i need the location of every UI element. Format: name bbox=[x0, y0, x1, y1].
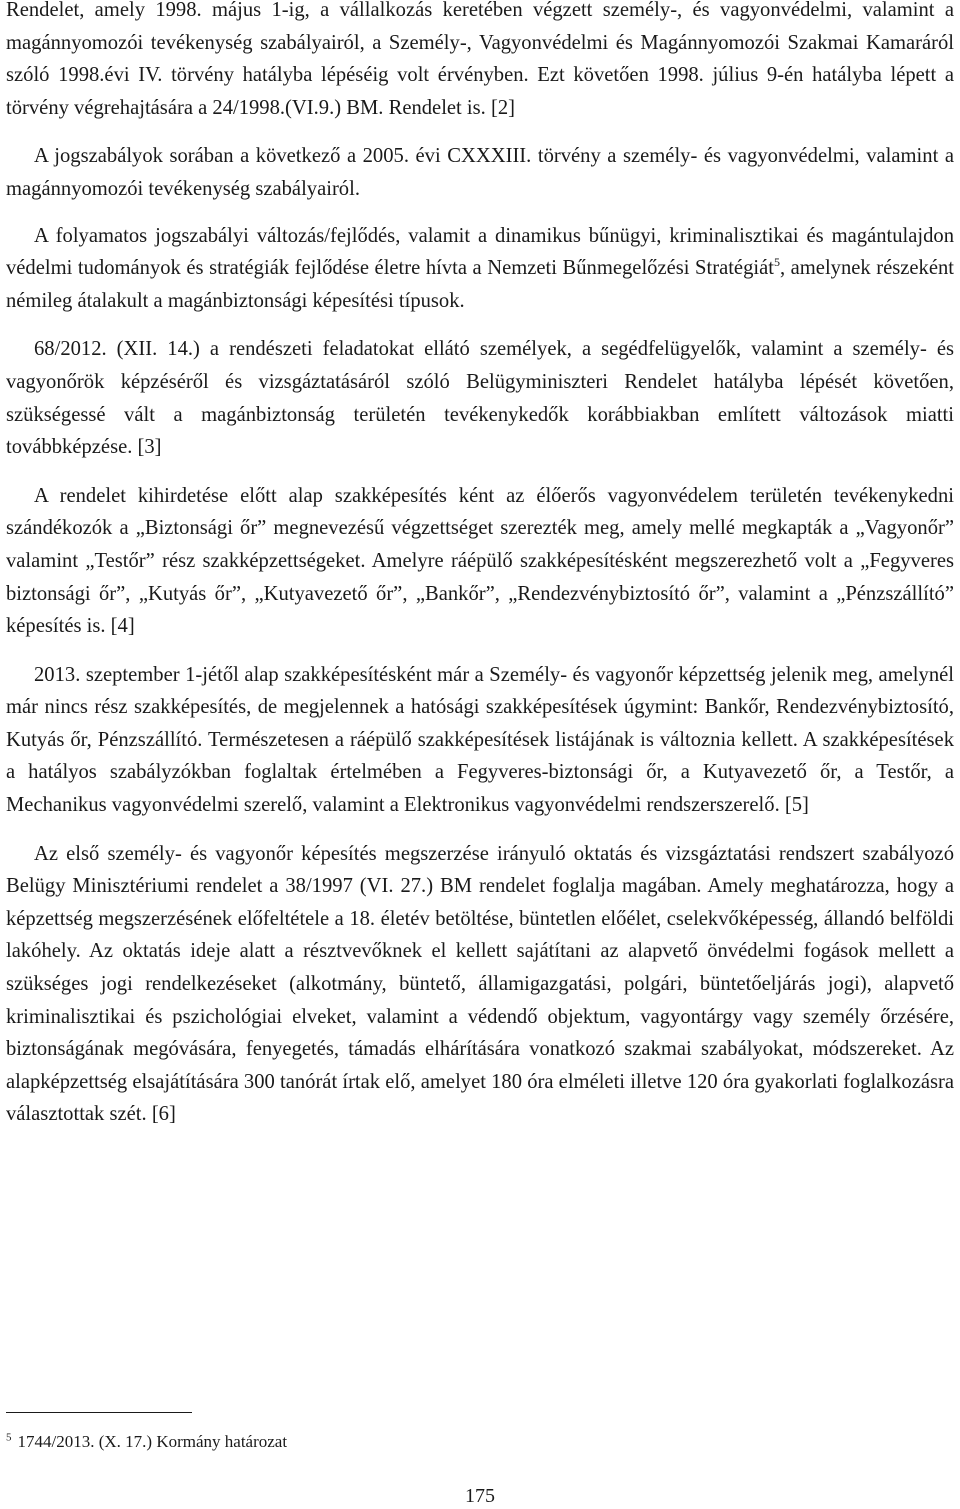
paragraph-3-text-after-note: , amelynek részeként némileg átalakult a magánbiztonsági képesítési típusok. bbox=[6, 257, 954, 312]
footnote-divider bbox=[6, 1412, 192, 1413]
footnote-reference: 5 bbox=[773, 255, 780, 270]
document-page bbox=[6, 0, 954, 1131]
paragraph-3-text-before-note: A folyamatos jogszabályi változás/fejlődés, valamit a dinamikus bűnügyi, kriminalisztikai és magántulajdon védelmi tudományok és stratégiák fejlődése életre hívta a Nemzeti Bűnmegelőzési Stratégiát bbox=[6, 224, 954, 280]
paragraph-3 bbox=[6, 220, 954, 318]
paragraph-4: 68/2012. (XII. 14.) a rendészeti feladatokat ellátó személyek, a segédfelügyelők, valamint a személy- és vagyonőrök képzéséről és vizsgáztatásáról szóló Belügyminiszteri Rendelet hatályba lépését követően, szükségessé vált a magánbiztonság területén tevékenykedők korábbiakban említett változások miatti továbbképzése. [3] bbox=[6, 338, 954, 459]
paragraph-2: A jogszabályok sorában a következő a 2005. évi CXXXIII. törvény a személy- és vagyonvédelmi, valamint a magánnyomozói tevékenység szabályairól. bbox=[6, 145, 954, 200]
footnote bbox=[6, 1431, 287, 1453]
paragraph-7: Az első személy- és vagyonőr képesítés megszerzése irányuló oktatás és vizsgáztatási rendszert szabályozó Belügy Minisztériumi rendelet a 38/1997 (VI. 27.) BM rendelet foglalja magában. Amely meghatározza, hogy a képzettség megszerzésének előfeltétele a 18. életév betöltése, büntetlen előélet, cselekvőképesség, állandó belföldi lakóhely. Az oktatás ideje alatt a résztvevőknek el kellett sajátítani az alapvető önvédelmi fogások mellett a szükséges jogi rendelkezéseket (alkotmány, büntető, államigazgatási, polgári, büntetőeljárás jogi), alapvető kriminalisztikai és pszichológiai elveket, valamint a védendő objektum, vagyontárgy vagy személy őrzésére, biztonságának megóvására, fenyegetés, támadás elhárítására vonatkozó szakmai szabályokat, módszereket. Az alapképzettség elsajátítására 300 tanórát írtak elő, amelyet 180 óra elméleti illetve 120 óra gyakorlati foglalkozásra választottak szét. [6] bbox=[6, 842, 954, 1126]
paragraph-1: Rendelet, amely 1998. május 1-ig, a vállalkozás keretében végzett személy-, és vagyonvédelmi, valamint a magánnyomozói tevékenység szabályairól, a Személy-, Vagyonvédelmi és Magánnyomozói Szakmai Kamaráról szóló 1998.évi IV. törvény hatályba lépéséig volt érvényben. Ezt követően 1998. július 9-én hatályba lépett a törvény végrehajtására a 24/1998.(VI.9.) BM. Rendelet is. [2] bbox=[6, 0, 954, 119]
footnote-number: 5 bbox=[6, 1431, 12, 1444]
paragraph-5: A rendelet kihirdetése előtt alap szakképesítés ként az élőerős vagyonvédelem területén tevékenykedni szándékozók a „Biztonsági őr” megnevezésű végzettséget szerezték meg, amely mellé megkapták a „Vagyonőr” valamint „Testőr” rész szakképzettségeket. Amelyre ráépülő szakképesítésként megszerezhető volt a „Fegyveres biztonsági őr”, „Kutyás őr”, „Kutyavezető őr”, „Bankőr”, „Rendezvénybiztosító őr”, valamint a „Pénzszállító” képesítés is. [4] bbox=[6, 484, 954, 638]
page-number: 175 bbox=[465, 1485, 495, 1507]
footnote-text: 1744/2013. (X. 17.) Kormány határozat bbox=[17, 1432, 288, 1451]
paragraph-6: 2013. szeptember 1-jétől alap szakképesítésként már a Személy- és vagyonőr képzettség jelenik meg, amelynél már nincs rész szakképesítés, de megjelennek a hatósági szakképesítések úgymint: Bankőr, Rendezvénybiztosító, Kutyás őr, Pénzszállító. Természetesen a ráépülő szakképesítések listájának is változnia kellett. A szakképesítések a hatályos szabályzókban foglaltak értelmében a Fegyveres-biztonsági őr, a Kutyavezető őr, a Testőr, a Mechanikus vagyonvédelmi szerelő, valamint a Elektronikus vagyonvédelmi rendszerszerelő. [5] bbox=[6, 663, 954, 817]
